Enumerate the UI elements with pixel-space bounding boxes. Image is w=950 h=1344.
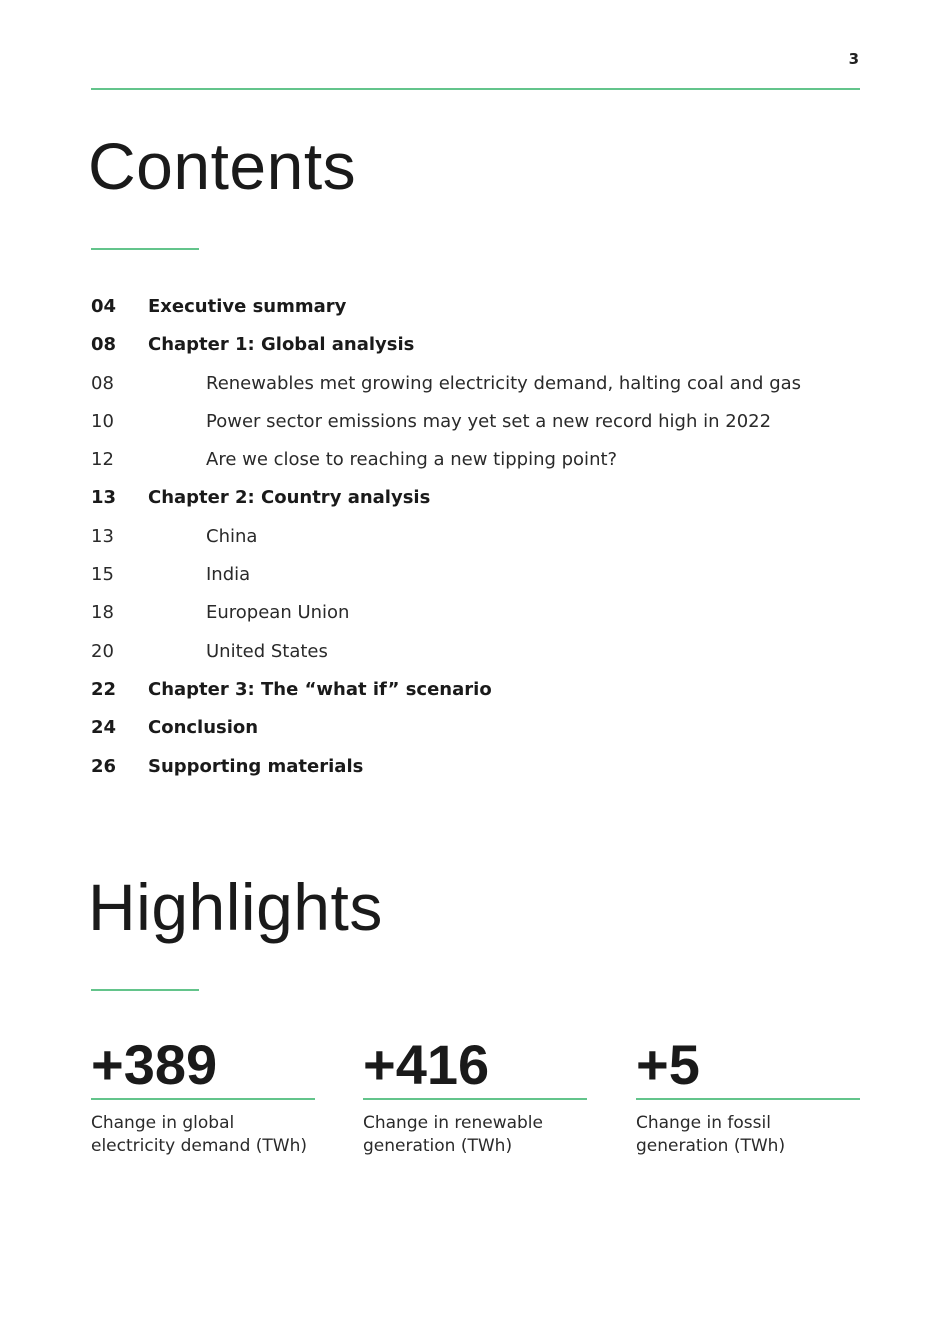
toc-page-number: 10 xyxy=(91,410,114,432)
toc-page-number: 12 xyxy=(91,449,114,471)
stat-divider xyxy=(91,1098,315,1100)
toc-entry-label: Chapter 3: The “what if” scenario xyxy=(148,678,492,700)
toc-entry-label: Conclusion xyxy=(148,717,259,739)
toc-subentry-label: India xyxy=(206,564,251,586)
stat-value: +389 xyxy=(91,1033,218,1096)
header-divider xyxy=(91,88,860,90)
toc-entry[interactable] xyxy=(91,752,871,790)
toc-subentry[interactable] xyxy=(91,522,871,560)
toc-subentry-label: Renewables met growing electricity demand, halting coal and gas xyxy=(206,372,802,394)
toc-page-number: 18 xyxy=(91,602,114,624)
toc-subentry[interactable] xyxy=(91,598,871,636)
toc-page-number: 04 xyxy=(91,296,117,317)
toc-page-number: 08 xyxy=(91,372,114,394)
toc-entry-label: Chapter 2: Country analysis xyxy=(148,487,431,509)
table-of-contents xyxy=(91,292,871,790)
toc-page-number: 08 xyxy=(91,334,117,356)
stat-caption-line: Change in renewable xyxy=(363,1113,543,1133)
toc-page-number: 15 xyxy=(91,564,114,586)
highlights-accent-rule xyxy=(91,989,199,991)
stat-value: +5 xyxy=(636,1033,700,1096)
toc-page-number: 20 xyxy=(91,640,114,662)
stat-caption xyxy=(91,1112,315,1158)
toc-page-number: 22 xyxy=(91,678,117,700)
toc-page-number: 24 xyxy=(91,717,117,739)
toc-entry-label: Executive summary xyxy=(148,296,347,317)
toc-subentry[interactable] xyxy=(91,637,871,675)
highlights-title: Highlights xyxy=(88,870,383,944)
toc-page-number: 13 xyxy=(91,525,114,547)
toc-subentry[interactable] xyxy=(91,445,871,483)
highlight-stat-fossil xyxy=(636,1033,860,1158)
stat-divider xyxy=(636,1098,860,1100)
stat-caption xyxy=(363,1112,587,1158)
highlight-stat-demand xyxy=(91,1033,315,1158)
stat-caption-line: generation (TWh) xyxy=(363,1136,513,1156)
highlight-stat-renewables xyxy=(363,1033,587,1158)
toc-subentry-label: Power sector emissions may yet set a new record high in 2022 xyxy=(206,410,772,432)
toc-entry[interactable] xyxy=(91,330,871,368)
toc-entry-label: Supporting materials xyxy=(148,755,364,777)
stat-caption-line: electricity demand (TWh) xyxy=(91,1136,307,1156)
toc-entry[interactable] xyxy=(91,483,871,521)
stat-caption-line: Change in global xyxy=(91,1113,235,1133)
page-number: 3 xyxy=(848,50,859,68)
toc-subentry-label: Are we close to reaching a new tipping point? xyxy=(206,449,618,471)
stat-value: +416 xyxy=(363,1033,490,1096)
toc-subentry[interactable] xyxy=(91,407,871,445)
toc-page-number: 26 xyxy=(91,755,117,777)
stat-caption-line: Change in fossil xyxy=(636,1113,771,1133)
contents-title: Contents xyxy=(88,129,357,203)
toc-subentry-label: United States xyxy=(206,640,328,662)
stat-caption xyxy=(636,1112,860,1158)
toc-entry[interactable] xyxy=(91,675,871,713)
toc-entry-label: Chapter 1: Global analysis xyxy=(148,334,415,356)
toc-entry[interactable] xyxy=(91,713,871,751)
toc-subentry-label: European Union xyxy=(206,602,350,624)
toc-subentry[interactable] xyxy=(91,369,871,407)
stat-caption-line: generation (TWh) xyxy=(636,1136,786,1156)
stat-divider xyxy=(363,1098,587,1100)
toc-subentry-label: China xyxy=(206,525,258,547)
toc-entry[interactable] xyxy=(91,292,871,330)
toc-subentry[interactable] xyxy=(91,560,871,598)
contents-accent-rule xyxy=(91,248,199,250)
toc-page-number: 13 xyxy=(91,487,117,509)
